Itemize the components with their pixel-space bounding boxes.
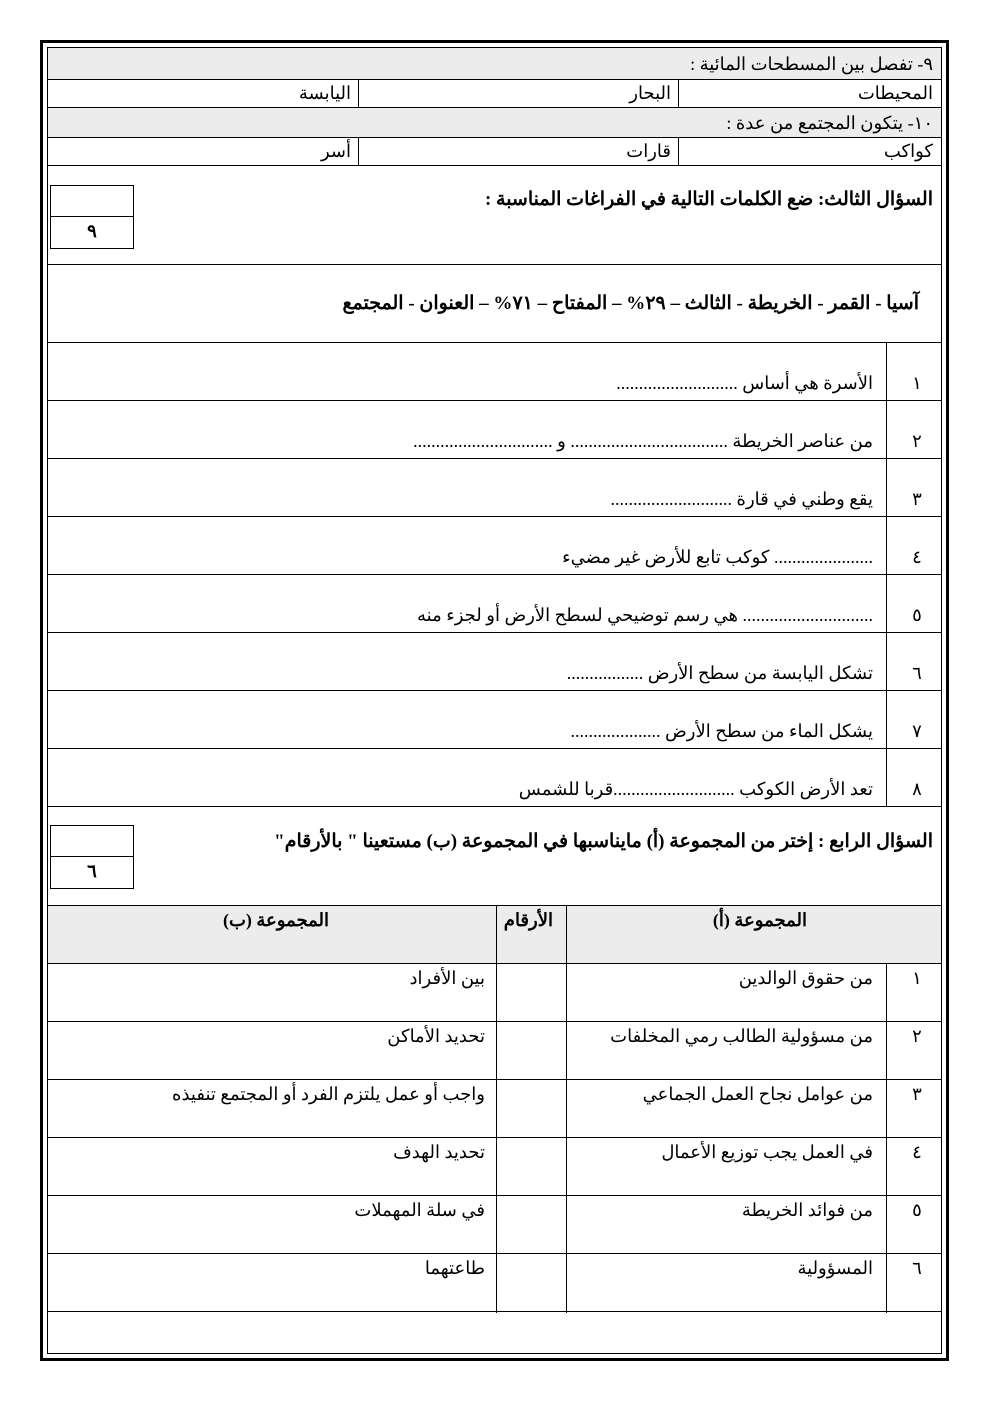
section3-score-box [50,185,134,249]
q10-question: ١٠- يتكون المجتمع من عدة : [726,113,933,133]
group-b-item: في سلة المهملات [354,1200,485,1220]
fill-item-text[interactable]: يقع وطني في قارة ........................... [610,489,873,509]
answer-number-cell[interactable] [497,1080,565,1136]
fill-item-number: ٢ [912,431,922,451]
fill-item-number: ٥ [912,605,922,625]
fill-item-text[interactable]: الأسرة هي أساس ........................... [616,373,873,393]
match-row-number: ٣ [912,1084,922,1104]
q10-option-3[interactable]: أسر [320,141,351,161]
q9-question: ٩- تفصل بين المسطحات المائية : [690,54,933,74]
match-row-number: ٥ [912,1200,922,1220]
answer-number-cell[interactable] [497,1254,565,1310]
fill-item-text[interactable]: يشكل الماء من سطح الأرض .................... [570,721,873,741]
q9-option-1[interactable]: المحيطات [857,83,933,103]
fill-item-text[interactable]: ............................. هي رسم توضيحي لسطح الأرض أو لجزء منه [417,605,873,625]
answer-number-cell[interactable] [497,1138,565,1194]
answer-number-cell[interactable] [497,1196,565,1252]
match-header-bg [48,905,941,963]
group-b-item: واجب أو عمل يلتزم الفرد أو المجتمع تنفيذه [172,1084,485,1104]
fill-item-number: ٧ [912,721,922,741]
group-a-item: في العمل يجب توزيع الأعمال [661,1142,873,1162]
header-group-a: المجموعة (أ) [712,910,807,930]
match-row-number: ٢ [912,1026,922,1046]
section3-title: السؤال الثالث: ضع الكلمات التالية في الفراغات المناسبة : [484,189,933,210]
fill-item-number: ١ [912,373,922,393]
fill-item-number: ٨ [912,779,922,799]
group-b-item: بين الأفراد [409,968,485,988]
q9-option-3[interactable]: اليابسة [298,83,351,103]
group-a-item: من مسؤولية الطالب رمي المخلفات [610,1026,873,1046]
group-a-item: من فوائد الخريطة [741,1200,873,1220]
group-a-item: المسؤولية [797,1258,873,1278]
section4-score-box [50,825,134,889]
group-b-item: طاعتهما [424,1258,485,1278]
section4-score: ٦ [87,861,97,881]
answer-number-cell[interactable] [497,1022,565,1078]
fill-item-number: ٤ [912,547,922,567]
fill-item-text[interactable]: تشكل اليابسة من سطح الأرض ................. [566,663,873,683]
worksheet [47,47,942,1354]
group-b-item: تحديد الأماكن [387,1026,485,1046]
match-row-number: ١ [912,968,922,988]
section4-title: السؤال الرابع : إختر من المجموعة (أ) مايناسبها في المجموعة (ب) مستعينا " بالأرقام" [274,831,933,852]
fill-item-text[interactable]: تعد الأرض الكوكب ...........................قربا للشمس [518,779,873,799]
fill-item-number: ٣ [912,489,922,509]
section3-score: ٩ [87,221,97,241]
q9-option-2[interactable]: البحار [629,83,671,103]
group-b-item: تحديد الهدف [393,1142,485,1162]
word-bank: آسيا - القمر - الخريطة - الثالث – ٢٩% – المفتاح – ٧١% – العنوان - المجتمع [342,293,919,314]
q10-option-1[interactable]: كواكب [883,141,933,161]
q10-option-2[interactable]: قارات [626,141,671,161]
match-row-number: ٤ [912,1142,922,1162]
header-numbers: الأرقام [503,910,553,930]
answer-number-cell[interactable] [497,964,565,1020]
match-row-number: ٦ [912,1258,922,1278]
page-frame [40,40,949,1361]
fill-item-text[interactable]: من عناصر الخريطة ................................... و ............................... [413,431,873,451]
fill-item-text[interactable]: ...................... كوكب تابع للأرض غير مضيء [562,547,873,567]
header-group-b: المجموعة (ب) [222,910,329,930]
fill-item-number: ٦ [912,663,922,683]
group-a-item: من عوامل نجاح العمل الجماعي [642,1084,873,1104]
group-a-item: من حقوق الوالدين [738,968,873,988]
